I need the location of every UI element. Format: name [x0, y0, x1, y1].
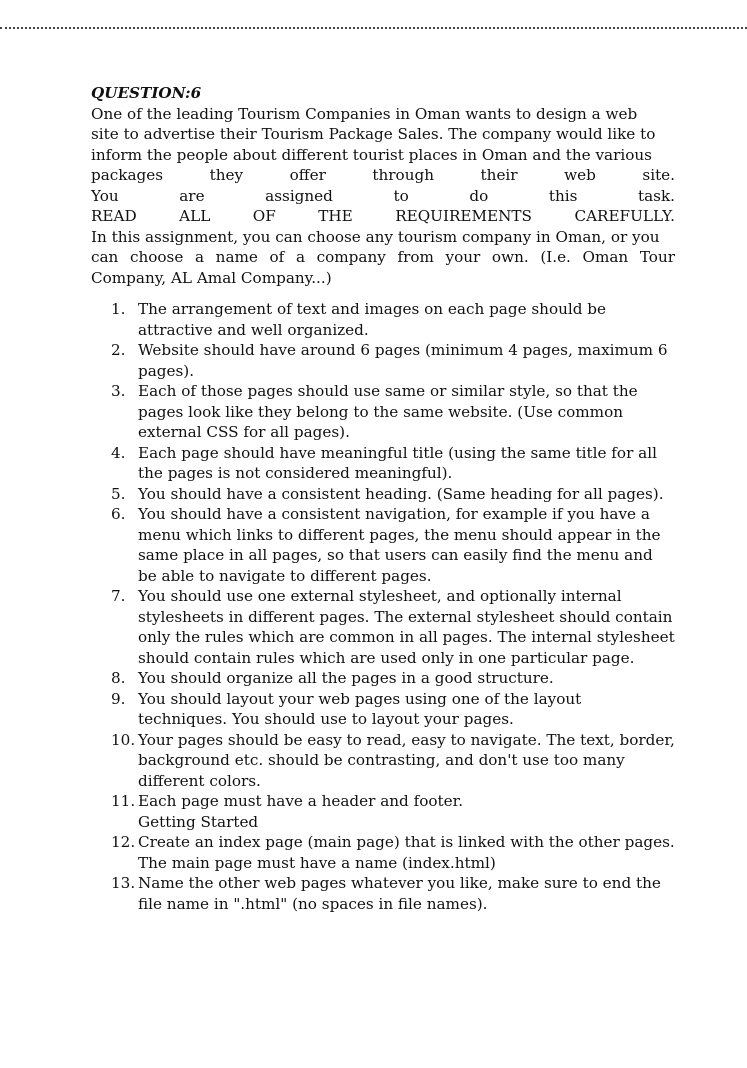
dotted-separator: [0, 27, 747, 29]
requirement-item: [91, 299, 675, 340]
requirement-number: 5.: [111, 484, 126, 503]
intro-line: READ ALL OF THE REQUIREMENTS CAREFULLY.: [91, 207, 675, 225]
requirement-item: [91, 689, 675, 730]
requirement-text: You should have a consistent navigation, for example if you have a menu which links to different pages, the menu should appear in the same place in all pages, so that users can easily find the menu and be able to navigate to different pages.: [138, 505, 661, 585]
requirements-list-2: [91, 832, 675, 914]
requirement-number: 1.: [111, 300, 126, 318]
requirement-number: 3.: [111, 382, 126, 400]
requirement-item: [91, 381, 675, 443]
requirement-item: [91, 484, 675, 505]
intro-line: Company, AL Amal Company...): [91, 268, 332, 287]
requirement-text: You should have a consistent heading. (Same heading for all pages).: [138, 484, 664, 503]
requirement-item: [91, 586, 675, 668]
requirement-number: 11.: [111, 792, 136, 810]
requirement-text: You should use one external stylesheet, and optionally internal stylesheets in different pages. The external stylesheet should contain only the rules which are common in all pages. The internal stylesheet should contain rules which are used only in one particular page.: [138, 587, 675, 667]
requirement-item: [91, 504, 675, 586]
requirement-text: Your pages should be easy to read, easy to navigate. The text, border, background etc. should be contrasting, and don't use too many different colors.: [138, 730, 675, 790]
requirement-number: 6.: [111, 505, 126, 523]
requirement-item: [91, 668, 675, 689]
requirement-item: [91, 873, 675, 914]
requirement-number: 4.: [111, 443, 126, 462]
intro-line: In this assignment, you can choose any tourism company in Oman, or you: [91, 227, 660, 246]
intro-line: You are assigned to do this task.: [91, 186, 675, 205]
requirement-number: 8.: [111, 669, 126, 687]
requirements-list: [91, 299, 675, 812]
intro-line: site to advertise their Tourism Package Sales. The company would like to: [91, 125, 656, 143]
requirement-text: Website should have around 6 pages (minimum 4 pages, maximum 6 pages).: [138, 341, 668, 380]
requirement-text: Create an index page (main page) that is linked with the other pages. The main page must have a name (index.html): [138, 833, 675, 872]
requirement-text: Name the other web pages whatever you like, make sure to end the file name in ".html" (no spaces in file names).: [138, 874, 661, 913]
requirement-number: 2.: [111, 341, 126, 359]
requirement-text: Each of those pages should use same or similar style, so that the pages look like they belong to the same website. (Use common external CSS for all pages).: [138, 382, 638, 441]
requirement-text: Each page should have meaningful title (using the same title for all the pages is not considered meaningful).: [138, 443, 657, 482]
requirement-item: [91, 730, 675, 792]
requirement-item: [91, 791, 675, 812]
document-body: [91, 83, 675, 914]
question-title: QUESTION:6: [91, 84, 202, 102]
requirement-item: [91, 832, 675, 873]
requirement-number: 10.: [111, 730, 136, 749]
requirement-number: 12.: [111, 833, 136, 851]
requirement-text: Each page must have a header and footer.: [138, 792, 464, 810]
requirement-item: [91, 340, 675, 381]
requirement-item: [91, 443, 675, 484]
requirement-number: 13.: [111, 874, 136, 892]
requirement-text: You should layout your web pages using one of the layout techniques. You should use to layout your pages.: [138, 689, 582, 728]
intro-line: can choose a name of a company from your own. (I.e. Oman Tour: [91, 248, 675, 266]
intro-line: inform the people about different tourist places in Oman and the various: [91, 145, 652, 164]
question-intro: [91, 104, 675, 289]
getting-started-heading: Getting Started: [138, 812, 259, 831]
intro-line: One of the leading Tourism Companies in Oman wants to design a web: [91, 104, 638, 123]
requirement-text: The arrangement of text and images on each page should be attractive and well organized.: [138, 300, 607, 339]
requirement-number: 9.: [111, 689, 126, 708]
intro-line: packages they offer through their web site.: [91, 166, 675, 184]
requirement-text: You should organize all the pages in a good structure.: [138, 669, 554, 687]
requirement-number: 7.: [111, 587, 126, 605]
